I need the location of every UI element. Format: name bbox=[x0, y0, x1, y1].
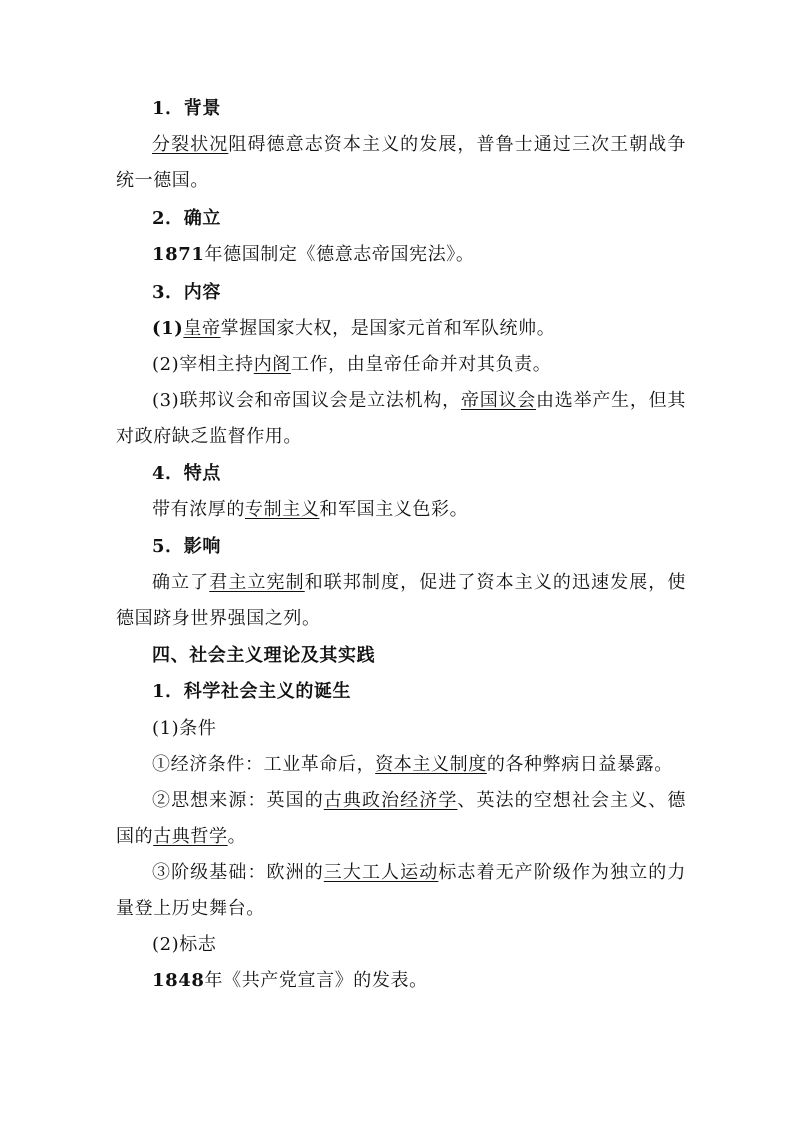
blank-political-economy: 古典政治经济学 bbox=[323, 790, 458, 811]
background-line-2: 统一德国。 bbox=[116, 170, 209, 191]
blank-capitalist-system: 资本主义制度 bbox=[375, 754, 487, 775]
content-item-3-line-1: (3)联邦议会和帝国议会是立法机构，帝国议会由选举产生，但其 bbox=[152, 390, 686, 411]
blank-workers-movements: 三大工人运动 bbox=[323, 862, 439, 883]
background-line-1: 分裂状况阻碍德意志资本主义的发展，普鲁士通过三次王朝战争 bbox=[152, 134, 686, 155]
content-item-2: (2)宰相主持内阁工作，由皇帝任命并对其负责。 bbox=[152, 354, 552, 375]
heading-section-four: 四、社会主义理论及其实践 bbox=[152, 645, 376, 666]
blank-reichstag: 帝国议会 bbox=[460, 390, 537, 411]
condition-class-line-1: ③阶级基础：欧洲的三大工人运动标志着无产阶级作为独立的力 bbox=[152, 862, 686, 883]
blank-emperor: 皇帝 bbox=[183, 318, 221, 339]
conditions-label: (1)条件 bbox=[152, 718, 217, 739]
heading-scientific-socialism: 1．科学社会主义的诞生 bbox=[152, 681, 352, 702]
heading-establishment: 2．确立 bbox=[152, 208, 221, 229]
content-item-1: (1)皇帝掌握国家大权，是国家元首和军队统帅。 bbox=[152, 318, 556, 339]
establishment-text: 1871年德国制定《德意志帝国宪法》。 bbox=[152, 244, 475, 265]
heading-features: 4．特点 bbox=[152, 463, 221, 484]
condition-ideological-line-1: ②思想来源：英国的古典政治经济学、英法的空想社会主义、德 bbox=[152, 790, 686, 811]
heading-content: 3．内容 bbox=[152, 282, 221, 303]
features-text: 带有浓厚的专制主义和军国主义色彩。 bbox=[152, 499, 469, 520]
influence-line-2: 德国跻身世界强国之列。 bbox=[116, 608, 321, 629]
blank-cabinet: 内阁 bbox=[253, 354, 291, 375]
heading-influence: 5．影响 bbox=[152, 536, 221, 557]
influence-line-1: 确立了君主立宪制和联邦制度，促进了资本主义的迅速发展，使 bbox=[152, 572, 686, 593]
blank-fragmented-situation: 分裂状况 bbox=[152, 134, 229, 155]
condition-ideological-line-2: 国的古典哲学。 bbox=[116, 826, 247, 847]
content-item-3-line-2: 对政府缺乏监督作用。 bbox=[116, 426, 302, 447]
blank-constitutional-monarchy: 君主立宪制 bbox=[209, 572, 305, 593]
blank-classical-philosophy: 古典哲学 bbox=[153, 826, 228, 847]
condition-economic: ①经济条件：工业革命后，资本主义制度的各种弊病日益暴露。 bbox=[152, 754, 673, 775]
blank-autocracy: 专制主义 bbox=[245, 499, 320, 520]
condition-class-line-2: 量登上历史舞台。 bbox=[116, 898, 265, 919]
sign-label: (2)标志 bbox=[152, 934, 217, 955]
sign-text: 1848年《共产党宣言》的发表。 bbox=[152, 970, 428, 991]
heading-background: 1．背景 bbox=[152, 98, 221, 119]
